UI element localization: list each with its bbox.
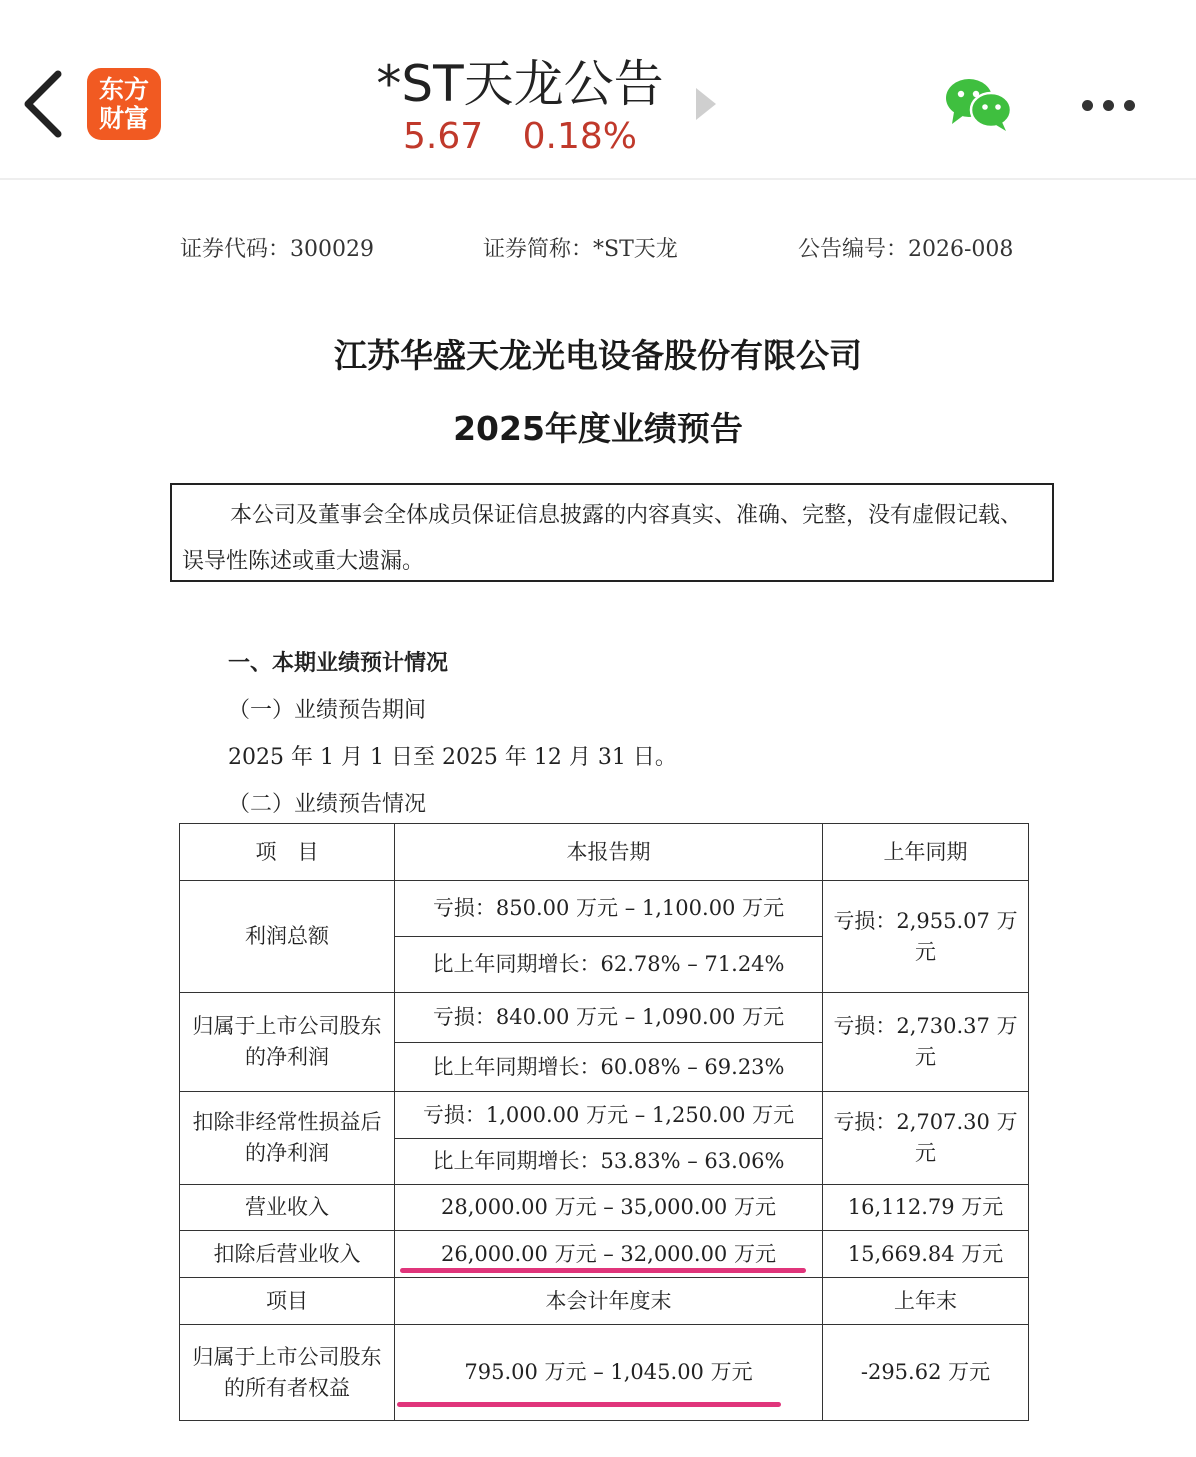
- eastmoney-logo[interactable]: [87, 68, 161, 140]
- security-name: 证券简称：*ST天龙: [483, 237, 678, 262]
- highlight-underline-equity: [397, 1402, 781, 1407]
- row-label: 归属于上市公司股东的净利润: [180, 993, 395, 1092]
- cell-previous: 亏损：2,730.37 万元: [823, 993, 1029, 1092]
- cell-growth: 比上年同期增长：60.08% – 69.23%: [395, 1043, 823, 1092]
- header-current: 本报告期: [395, 824, 823, 881]
- header-previous-year-end: 上年末: [823, 1278, 1029, 1325]
- header-current-year-end: 本会计年度末: [395, 1278, 823, 1325]
- wechat-share-button[interactable]: [944, 76, 1014, 132]
- row-label: 营业收入: [180, 1185, 395, 1231]
- cell-growth: 比上年同期增长：62.78% – 71.24%: [395, 937, 823, 993]
- stock-change: 0.18%: [522, 116, 637, 157]
- subsection-period: （一）业绩预告期间: [228, 698, 427, 723]
- section-heading: 一、本期业绩预计情况: [228, 651, 449, 676]
- cell-growth: 比上年同期增长：53.83% – 63.06%: [395, 1139, 823, 1185]
- table-row: [180, 993, 1029, 1043]
- cell-loss-range: 亏损：850.00 万元 – 1,100.00 万元: [395, 881, 823, 937]
- announcement-number: 公告编号：2026-008: [798, 237, 1014, 262]
- cell-previous: 亏损：2,707.30 万元: [823, 1092, 1029, 1185]
- header-previous: 上年同期: [823, 824, 1029, 881]
- app-header: [0, 0, 1196, 180]
- table-row: [180, 1092, 1029, 1139]
- row-label: 利润总额: [180, 881, 395, 993]
- table-row: [180, 1185, 1029, 1231]
- logo-line-2: 财富: [98, 104, 149, 133]
- header-item: 项 目: [180, 824, 395, 881]
- more-button[interactable]: [1082, 96, 1146, 112]
- company-name: 江苏华盛天龙光电设备股份有限公司: [334, 336, 862, 375]
- row-label: 扣除非经常性损益后的净利润: [180, 1092, 395, 1185]
- highlight-underline-revenue: [400, 1268, 806, 1273]
- stock-price: 5.67: [403, 116, 484, 157]
- back-button[interactable]: [18, 66, 70, 142]
- wechat-icon: [944, 76, 1014, 132]
- cell-equity-range: 795.00 万元 – 1,045.00 万元: [395, 1325, 823, 1421]
- caret-right-icon[interactable]: [696, 88, 716, 120]
- cell-loss-range: 亏损：1,000.00 万元 – 1,250.00 万元: [395, 1092, 823, 1139]
- chevron-left-icon: [18, 66, 70, 142]
- cell-previous: 15,669.84 万元: [823, 1231, 1029, 1278]
- security-code: 证券代码：300029: [180, 237, 374, 262]
- table-header-row: [180, 824, 1029, 881]
- subsection-forecast: （二）业绩预告情况: [228, 792, 427, 817]
- cell-previous: 16,112.79 万元: [823, 1185, 1029, 1231]
- cell-revenue-range: 28,000.00 万元 – 35,000.00 万元: [395, 1185, 823, 1231]
- cell-adjusted-revenue-range: 26,000.00 万元 – 32,000.00 万元: [395, 1231, 823, 1278]
- stock-title: *ST天龙公告: [376, 55, 664, 113]
- logo-line-1: 东方: [98, 75, 149, 104]
- table-subheader-row: [180, 1278, 1029, 1325]
- row-label: 归属于上市公司股东的所有者权益: [180, 1325, 395, 1421]
- cell-loss-range: 亏损：840.00 万元 – 1,090.00 万元: [395, 993, 823, 1043]
- forecast-table: [179, 823, 1029, 1421]
- header-item: 项目: [180, 1278, 395, 1325]
- table-row: [180, 881, 1029, 937]
- report-title: 2025年度业绩预告: [453, 409, 743, 448]
- row-label: 扣除后营业收入: [180, 1231, 395, 1278]
- forecast-period: 2025 年 1 月 1 日至 2025 年 12 月 31 日。: [228, 745, 677, 770]
- cell-previous: 亏损：2,955.07 万元: [823, 881, 1029, 993]
- more-icon: [1082, 96, 1145, 115]
- cell-previous: -295.62 万元: [823, 1325, 1029, 1421]
- disclaimer-box: 本公司及董事会全体成员保证信息披露的内容真实、准确、完整，没有虚假记载、误导性陈述或重大遗漏。: [170, 483, 1054, 582]
- stock-quote: [340, 116, 700, 157]
